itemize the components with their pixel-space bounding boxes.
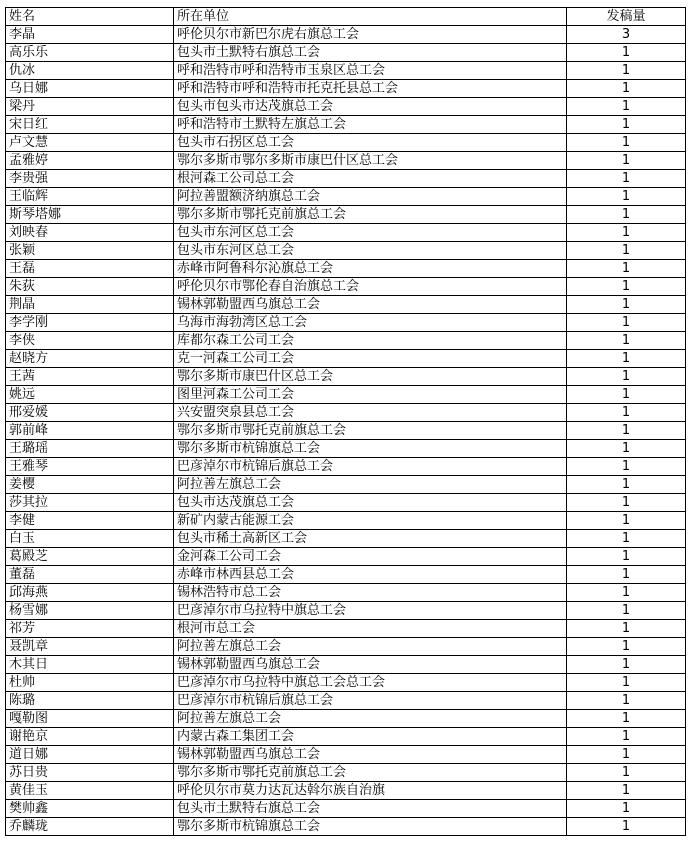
table-row bbox=[6, 602, 686, 620]
table-row bbox=[6, 26, 686, 44]
count-cell[interactable]: 1 bbox=[567, 350, 686, 368]
submission-table bbox=[5, 7, 686, 836]
unit-cell[interactable]: 锡林浩特市总工会 bbox=[174, 584, 567, 602]
unit-cell[interactable]: 图里河森工公司工会 bbox=[174, 386, 567, 404]
name-cell[interactable]: 赵晓方 bbox=[6, 350, 174, 368]
table-row bbox=[6, 584, 686, 602]
name-cell[interactable]: 卢文慧 bbox=[6, 134, 174, 152]
unit-cell[interactable]: 根河市总工会 bbox=[174, 620, 567, 638]
name-cell[interactable]: 郭前峰 bbox=[6, 422, 174, 440]
count-cell[interactable]: 1 bbox=[567, 206, 686, 224]
count-cell[interactable]: 1 bbox=[567, 332, 686, 350]
unit-cell[interactable]: 包头市土默特右旗总工会 bbox=[174, 800, 567, 818]
table-row bbox=[6, 332, 686, 350]
unit-cell[interactable]: 包头市稀土高新区工会 bbox=[174, 530, 567, 548]
count-cell[interactable]: 1 bbox=[567, 386, 686, 404]
count-cell[interactable]: 1 bbox=[567, 782, 686, 800]
count-cell[interactable]: 1 bbox=[567, 152, 686, 170]
table-row bbox=[6, 710, 686, 728]
table-row bbox=[6, 440, 686, 458]
name-cell[interactable]: 宋日红 bbox=[6, 116, 174, 134]
count-cell[interactable]: 1 bbox=[567, 224, 686, 242]
table-row bbox=[6, 566, 686, 584]
table-row bbox=[6, 620, 686, 638]
header-row bbox=[6, 8, 686, 26]
table-row bbox=[6, 512, 686, 530]
count-cell[interactable]: 1 bbox=[567, 278, 686, 296]
unit-cell[interactable]: 呼和浩特市呼和浩特市托克托县总工会 bbox=[174, 80, 567, 98]
count-cell[interactable]: 1 bbox=[567, 440, 686, 458]
table-row bbox=[6, 404, 686, 422]
unit-cell[interactable]: 鄂尔多斯市鄂托克前旗总工会 bbox=[174, 764, 567, 782]
name-cell[interactable]: 李健 bbox=[6, 512, 174, 530]
unit-cell[interactable]: 乌海市海勃湾区总工会 bbox=[174, 314, 567, 332]
name-cell[interactable]: 张颖 bbox=[6, 242, 174, 260]
count-cell[interactable]: 1 bbox=[567, 584, 686, 602]
table-row bbox=[6, 170, 686, 188]
count-cell[interactable]: 1 bbox=[567, 638, 686, 656]
count-cell[interactable]: 1 bbox=[567, 602, 686, 620]
unit-cell[interactable]: 包头市包头市达茂旗总工会 bbox=[174, 98, 567, 116]
unit-cell[interactable]: 兴安盟突泉县总工会 bbox=[174, 404, 567, 422]
table-row bbox=[6, 350, 686, 368]
count-cell[interactable]: 1 bbox=[567, 134, 686, 152]
unit-cell[interactable]: 呼和浩特市呼和浩特市玉泉区总工会 bbox=[174, 62, 567, 80]
name-cell[interactable]: 樊帅鑫 bbox=[6, 800, 174, 818]
name-cell[interactable]: 荆晶 bbox=[6, 296, 174, 314]
unit-cell[interactable]: 包头市石拐区总工会 bbox=[174, 134, 567, 152]
count-cell[interactable]: 1 bbox=[567, 512, 686, 530]
table-row bbox=[6, 422, 686, 440]
table-row bbox=[6, 728, 686, 746]
unit-cell[interactable]: 阿拉善盟额济纳旗总工会 bbox=[174, 188, 567, 206]
table-row bbox=[6, 278, 686, 296]
table-row bbox=[6, 458, 686, 476]
name-cell[interactable]: 王茜 bbox=[6, 368, 174, 386]
unit-cell[interactable]: 呼伦贝尔市莫力达瓦达斡尔族自治旗 bbox=[174, 782, 567, 800]
table-row bbox=[6, 692, 686, 710]
count-cell[interactable]: 1 bbox=[567, 530, 686, 548]
table-row bbox=[6, 800, 686, 818]
count-cell[interactable]: 1 bbox=[567, 800, 686, 818]
unit-cell[interactable]: 根河森工公司总工会 bbox=[174, 170, 567, 188]
unit-cell[interactable]: 包头市东河区总工会 bbox=[174, 242, 567, 260]
name-cell[interactable]: 王璐瑶 bbox=[6, 440, 174, 458]
name-cell[interactable]: 乔麟珑 bbox=[6, 818, 174, 836]
name-cell[interactable]: 姚远 bbox=[6, 386, 174, 404]
count-cell[interactable]: 1 bbox=[567, 566, 686, 584]
count-cell[interactable]: 1 bbox=[567, 656, 686, 674]
unit-cell[interactable]: 鄂尔多斯市康巴什区总工会 bbox=[174, 368, 567, 386]
table-row bbox=[6, 530, 686, 548]
table-row bbox=[6, 368, 686, 386]
table-row bbox=[6, 818, 686, 836]
name-cell[interactable]: 杨雪娜 bbox=[6, 602, 174, 620]
table-row bbox=[6, 188, 686, 206]
unit-cell[interactable]: 库都尔森工公司工会 bbox=[174, 332, 567, 350]
name-cell[interactable]: 祁芳 bbox=[6, 620, 174, 638]
name-cell[interactable]: 刘映春 bbox=[6, 224, 174, 242]
count-cell[interactable]: 1 bbox=[567, 422, 686, 440]
unit-cell[interactable]: 鄂尔多斯市杭锦旗总工会 bbox=[174, 440, 567, 458]
name-cell[interactable]: 姜樱 bbox=[6, 476, 174, 494]
table-row bbox=[6, 206, 686, 224]
name-cell[interactable]: 王临辉 bbox=[6, 188, 174, 206]
count-cell[interactable]: 1 bbox=[567, 458, 686, 476]
count-cell[interactable]: 1 bbox=[567, 296, 686, 314]
count-cell[interactable]: 3 bbox=[567, 26, 686, 44]
unit-cell[interactable]: 赤峰市阿鲁科尔沁旗总工会 bbox=[174, 260, 567, 278]
name-cell[interactable]: 王磊 bbox=[6, 260, 174, 278]
name-cell[interactable]: 邢爱媛 bbox=[6, 404, 174, 422]
name-cell[interactable]: 嘎勒图 bbox=[6, 710, 174, 728]
name-cell[interactable]: 高乐乐 bbox=[6, 44, 174, 62]
table-row bbox=[6, 674, 686, 692]
count-cell[interactable]: 1 bbox=[567, 170, 686, 188]
count-cell[interactable]: 1 bbox=[567, 494, 686, 512]
unit-cell[interactable]: 阿拉善左旗总工会 bbox=[174, 710, 567, 728]
table-body bbox=[6, 26, 686, 836]
count-cell[interactable]: 1 bbox=[567, 314, 686, 332]
header-name[interactable]: 姓名 bbox=[6, 8, 174, 26]
count-cell[interactable]: 1 bbox=[567, 98, 686, 116]
unit-cell[interactable]: 赤峰市林西县总工会 bbox=[174, 566, 567, 584]
unit-cell[interactable]: 呼伦贝尔市新巴尔虎右旗总工会 bbox=[174, 26, 567, 44]
table-row bbox=[6, 44, 686, 62]
count-cell[interactable]: 1 bbox=[567, 674, 686, 692]
unit-cell[interactable]: 巴彦淖尔市乌拉特中旗总工会总工会 bbox=[174, 674, 567, 692]
table-row bbox=[6, 116, 686, 134]
table-row bbox=[6, 782, 686, 800]
name-cell[interactable]: 梁丹 bbox=[6, 98, 174, 116]
count-cell[interactable]: 1 bbox=[567, 188, 686, 206]
count-cell[interactable]: 1 bbox=[567, 476, 686, 494]
unit-cell[interactable]: 鄂尔多斯市鄂托克前旗总工会 bbox=[174, 206, 567, 224]
table-row bbox=[6, 242, 686, 260]
name-cell[interactable]: 邱海燕 bbox=[6, 584, 174, 602]
unit-cell[interactable]: 鄂尔多斯市鄂托克前旗总工会 bbox=[174, 422, 567, 440]
table-row bbox=[6, 224, 686, 242]
unit-cell[interactable]: 鄂尔多斯市杭锦旗总工会 bbox=[174, 818, 567, 836]
name-cell[interactable]: 孟雅婷 bbox=[6, 152, 174, 170]
table-row bbox=[6, 548, 686, 566]
unit-cell[interactable]: 包头市土默特右旗总工会 bbox=[174, 44, 567, 62]
name-cell[interactable]: 道日娜 bbox=[6, 746, 174, 764]
unit-cell[interactable]: 阿拉善左旗总工会 bbox=[174, 638, 567, 656]
count-cell[interactable]: 1 bbox=[567, 620, 686, 638]
count-cell[interactable]: 1 bbox=[567, 368, 686, 386]
table-row bbox=[6, 152, 686, 170]
unit-cell[interactable]: 内蒙古森工集团工会 bbox=[174, 728, 567, 746]
count-cell[interactable]: 1 bbox=[567, 764, 686, 782]
table-row bbox=[6, 476, 686, 494]
unit-cell[interactable]: 金河森工公司工会 bbox=[174, 548, 567, 566]
spreadsheet bbox=[5, 7, 685, 836]
name-cell[interactable]: 苏日贵 bbox=[6, 764, 174, 782]
table-row bbox=[6, 134, 686, 152]
unit-cell[interactable]: 克一河森工公司工会 bbox=[174, 350, 567, 368]
unit-cell[interactable]: 锡林郭勒盟西乌旗总工会 bbox=[174, 296, 567, 314]
unit-cell[interactable]: 新矿内蒙古能源工会 bbox=[174, 512, 567, 530]
header-count[interactable]: 发稿量 bbox=[567, 8, 686, 26]
unit-cell[interactable]: 锡林郭勒盟西乌旗总工会 bbox=[174, 656, 567, 674]
header-unit[interactable]: 所在单位 bbox=[174, 8, 567, 26]
table-row bbox=[6, 80, 686, 98]
table-row bbox=[6, 314, 686, 332]
unit-cell[interactable]: 包头市东河区总工会 bbox=[174, 224, 567, 242]
name-cell[interactable]: 李贵强 bbox=[6, 170, 174, 188]
table-row bbox=[6, 746, 686, 764]
count-cell[interactable]: 1 bbox=[567, 44, 686, 62]
count-cell[interactable]: 1 bbox=[567, 62, 686, 80]
name-cell[interactable]: 斯琴塔娜 bbox=[6, 206, 174, 224]
table-row bbox=[6, 260, 686, 278]
count-cell[interactable]: 1 bbox=[567, 404, 686, 422]
unit-cell[interactable]: 巴彦淖尔市杭锦后旗总工会 bbox=[174, 458, 567, 476]
name-cell[interactable]: 董磊 bbox=[6, 566, 174, 584]
count-cell[interactable]: 1 bbox=[567, 548, 686, 566]
name-cell[interactable]: 朱荻 bbox=[6, 278, 174, 296]
table-row bbox=[6, 386, 686, 404]
name-cell[interactable]: 黄佳玉 bbox=[6, 782, 174, 800]
count-cell[interactable]: 1 bbox=[567, 818, 686, 836]
unit-cell[interactable]: 巴彦淖尔市乌拉特中旗总工会 bbox=[174, 602, 567, 620]
unit-cell[interactable]: 呼和浩特市土默特左旗总工会 bbox=[174, 116, 567, 134]
name-cell[interactable]: 谢艳京 bbox=[6, 728, 174, 746]
unit-cell[interactable]: 阿拉善左旗总工会 bbox=[174, 476, 567, 494]
count-cell[interactable]: 1 bbox=[567, 710, 686, 728]
name-cell[interactable]: 乌日娜 bbox=[6, 80, 174, 98]
name-cell[interactable]: 木其日 bbox=[6, 656, 174, 674]
table-row bbox=[6, 638, 686, 656]
table-row bbox=[6, 764, 686, 782]
count-cell[interactable]: 1 bbox=[567, 242, 686, 260]
name-cell[interactable]: 仇冰 bbox=[6, 62, 174, 80]
count-cell[interactable]: 1 bbox=[567, 692, 686, 710]
count-cell[interactable]: 1 bbox=[567, 116, 686, 134]
name-cell[interactable]: 莎其拉 bbox=[6, 494, 174, 512]
count-cell[interactable]: 1 bbox=[567, 728, 686, 746]
table-row bbox=[6, 656, 686, 674]
table-row bbox=[6, 62, 686, 80]
name-cell[interactable]: 陈璐 bbox=[6, 692, 174, 710]
name-cell[interactable]: 王雅琴 bbox=[6, 458, 174, 476]
count-cell[interactable]: 1 bbox=[567, 80, 686, 98]
table-row bbox=[6, 296, 686, 314]
unit-cell[interactable]: 包头市达茂旗总工会 bbox=[174, 494, 567, 512]
count-cell[interactable]: 1 bbox=[567, 260, 686, 278]
name-cell[interactable]: 李晶 bbox=[6, 26, 174, 44]
unit-cell[interactable]: 呼伦贝尔市鄂伦春自治旗总工会 bbox=[174, 278, 567, 296]
name-cell[interactable]: 李侠 bbox=[6, 332, 174, 350]
name-cell[interactable]: 聂凯章 bbox=[6, 638, 174, 656]
name-cell[interactable]: 杜帅 bbox=[6, 674, 174, 692]
unit-cell[interactable]: 锡林郭勒盟西乌旗总工会 bbox=[174, 746, 567, 764]
name-cell[interactable]: 李学刚 bbox=[6, 314, 174, 332]
table-row bbox=[6, 494, 686, 512]
count-cell[interactable]: 1 bbox=[567, 746, 686, 764]
unit-cell[interactable]: 鄂尔多斯市鄂尔多斯市康巴什区总工会 bbox=[174, 152, 567, 170]
unit-cell[interactable]: 巴彦淖尔市杭锦后旗总工会 bbox=[174, 692, 567, 710]
name-cell[interactable]: 葛殿芝 bbox=[6, 548, 174, 566]
name-cell[interactable]: 白玉 bbox=[6, 530, 174, 548]
table-row bbox=[6, 98, 686, 116]
